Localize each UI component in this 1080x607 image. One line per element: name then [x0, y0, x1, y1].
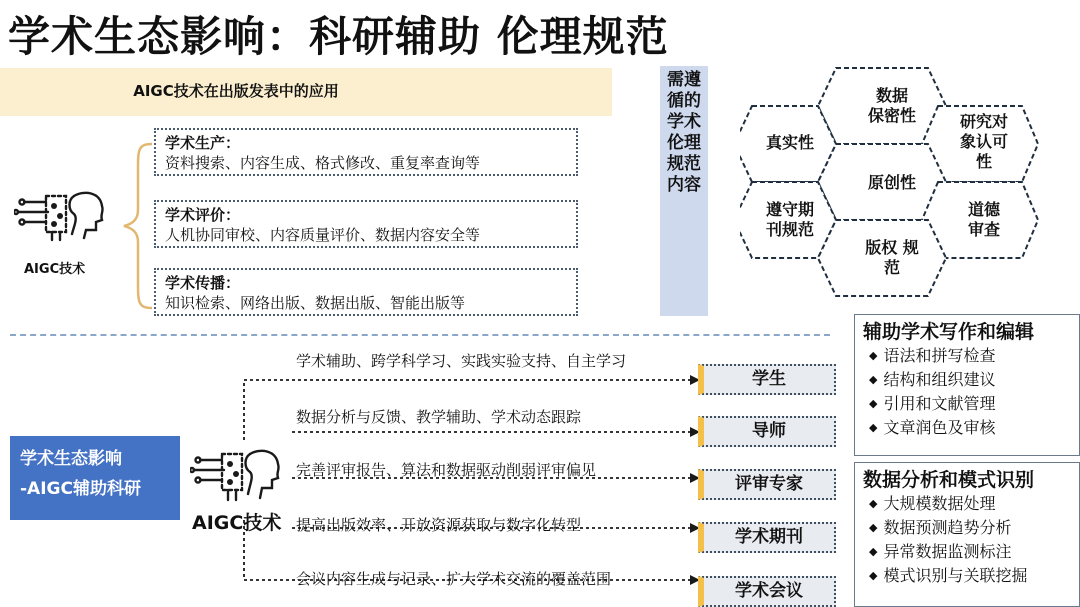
role-tab-supervisor: 导师	[698, 416, 836, 447]
panel-item-text: 数据预测趋势分析	[883, 518, 1012, 537]
ethics-label-box	[660, 66, 708, 316]
panel-item-text: 语法和拼写检查	[883, 346, 996, 365]
hex-label-journal-norms: 遵守期 刊规范	[765, 200, 814, 239]
panel-item-text: 异常数据监测标注	[883, 542, 1012, 561]
aigc-tech-label-top: AIGC技术	[24, 262, 86, 277]
ecosystem-card-line2: -AIGC辅助科研	[20, 479, 141, 499]
panel-item	[855, 368, 1079, 392]
stage-box-evaluation	[154, 200, 578, 248]
stage-desc: 知识检索、网络出版、数据出版、智能出版等	[165, 294, 466, 312]
panel-item	[855, 344, 1079, 368]
page-title: 学术生态影响：科研辅助 伦理规范	[8, 12, 669, 61]
hex-label-copyright: 版权 规 范	[865, 238, 919, 277]
stage-box-dissemination	[154, 268, 578, 316]
diamond-bullet-icon: ◆	[869, 569, 878, 582]
hex-label-data-confidentiality: 数据 保密性	[867, 86, 916, 125]
panel-writing-editing	[854, 314, 1080, 456]
stage-title: 学术生产：	[165, 134, 241, 152]
stage-title: 学术评价：	[165, 206, 241, 224]
aigc-tech-label-bottom: AIGC技术	[192, 512, 282, 534]
panel-item	[855, 392, 1079, 416]
stage-desc: 资料搜索、内容生成、格式修改、重复率查询等	[165, 154, 481, 172]
diamond-bullet-icon: ◆	[869, 545, 878, 558]
ecosystem-card-line1: 学术生态影响	[20, 449, 122, 469]
diamond-bullet-icon: ◆	[869, 349, 878, 362]
role-tab-student: 学生	[698, 364, 836, 395]
panel-item-text: 结构和组织建议	[883, 370, 996, 389]
panel-item-text: 引用和文献管理	[883, 394, 996, 413]
ecosystem-card	[10, 436, 180, 520]
section-separator	[10, 334, 830, 336]
flow-text-conference: 会议内容生成与记录、扩大学术交流的覆盖范围	[296, 570, 612, 588]
publication-banner-text: AIGC技术在出版发表中的应用	[133, 82, 339, 100]
stage-box-production	[154, 128, 578, 176]
diamond-bullet-icon: ◆	[869, 521, 878, 534]
flow-text-supervisor: 数据分析与反馈、教学辅助、学术动态跟踪	[296, 408, 582, 426]
panel-item-text: 大规模数据处理	[883, 494, 996, 513]
diamond-bullet-icon: ◆	[869, 421, 878, 434]
hex-label-subject-consent: 研究对 象认可 性	[959, 112, 1008, 171]
role-tab-reviewer: 评审专家	[698, 469, 836, 500]
ethics-label: 需遵循的学术伦理规范内容	[667, 70, 701, 195]
flow-text-journal: 提高出版效率、开放资源获取与数字化转型	[296, 516, 582, 534]
hex-label-originality: 原创性	[867, 173, 916, 192]
panel-item-text: 文章润色及审核	[883, 418, 996, 437]
hex-label-authenticity: 真实性	[765, 133, 814, 152]
panel-item	[855, 516, 1079, 540]
panel-title: 数据分析和模式识别	[863, 469, 1035, 491]
stage-title: 学术传播：	[165, 274, 241, 292]
curly-brace	[118, 140, 158, 310]
panel-item	[855, 492, 1079, 516]
role-tab-journal: 学术期刊	[698, 522, 836, 553]
flow-connectors	[232, 360, 702, 600]
flow-text-student: 学术辅助、跨学科学习、实践实验支持、自主学习	[296, 352, 627, 370]
flow-text-reviewer: 完善评审报告、算法和数据驱动削弱评审偏见	[296, 461, 597, 479]
panel-data-analysis	[854, 462, 1080, 607]
diamond-bullet-icon: ◆	[869, 373, 878, 386]
stage-desc: 人机协同审校、内容质量评价、数据内容安全等	[165, 226, 481, 244]
panel-item-text: 模式识别与关联挖掘	[883, 566, 1028, 585]
diamond-bullet-icon: ◆	[869, 397, 878, 410]
diamond-bullet-icon: ◆	[869, 497, 878, 510]
publication-banner	[0, 68, 612, 116]
panel-item	[855, 540, 1079, 564]
panel-item	[855, 416, 1079, 440]
ai-brain-head-icon	[14, 182, 110, 242]
panel-title: 辅助学术写作和编辑	[863, 321, 1035, 343]
panel-item	[855, 564, 1079, 588]
hex-label-ethics-review: 道德 审查	[967, 200, 1000, 239]
role-tab-conference: 学术会议	[698, 576, 836, 607]
